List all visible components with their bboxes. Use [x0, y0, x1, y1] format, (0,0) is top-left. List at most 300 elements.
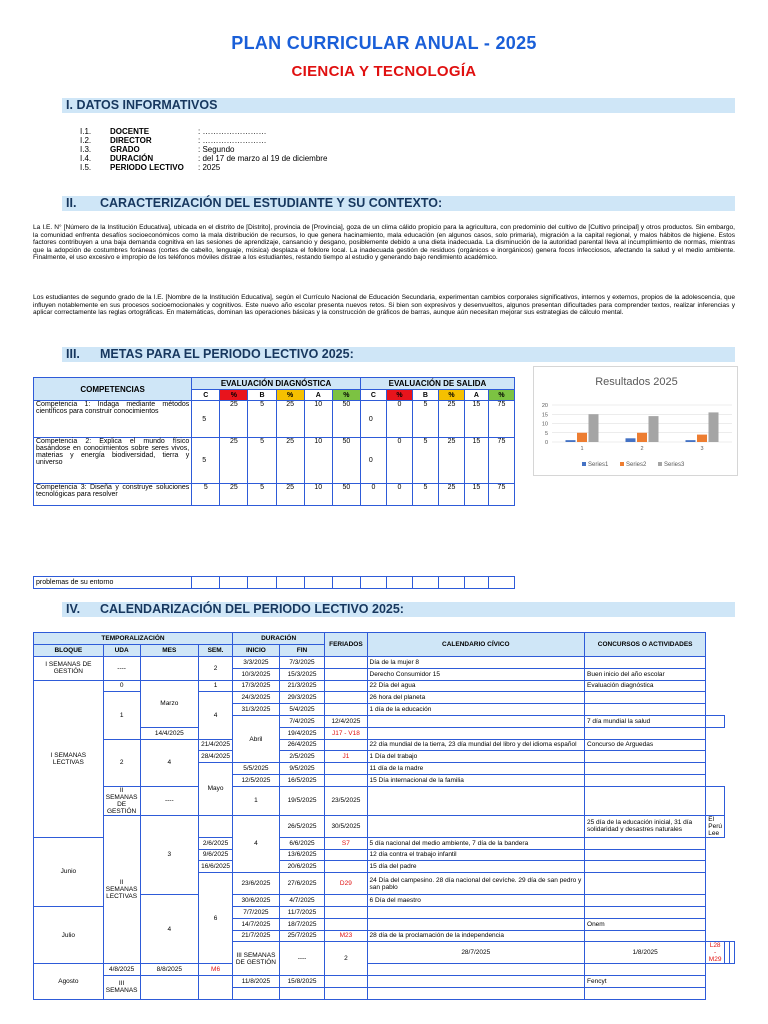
cell-civico — [367, 976, 584, 988]
cell-fin: 2/5/2025 — [279, 751, 324, 763]
context-paragraph-2: Los estudiantes de segundo grado de la I.E. [Nombre de la Institución Educativa], según el Currículo Nacional de Educación Secundaria, experimentan cambios corporales significativos, internos y externos, propios de la adolescencia, que influyen notablemente en sus procesos socioemocionales y cognitivos. Este nuevo año escolar presenta nuevos retos. Si bien son expresivos y desenvueltos, algunos presentan dificultades para comprender textos, realizar inferencias y aplicar correctamente las reglas ortográficas. En matemáticas, dominan las operaciones básicas y la construcción de gráficos de barras, aunque aún necesitan mejorar sus estrategias de cálculo mental. — [33, 294, 735, 317]
cell-inicio: 31/3/2025 — [233, 704, 280, 716]
legend-swatch — [620, 462, 624, 466]
cell-civico: 22 día mundial de la tierra, 23 día mundial del libro y del idioma español — [367, 739, 584, 751]
uda-cell: ---- — [103, 657, 140, 681]
cell-civico: 26 hora del planeta — [367, 692, 584, 704]
section-heading-calendarizacion — [62, 602, 735, 617]
cell: 10 — [304, 484, 332, 506]
cell-feriado — [325, 704, 367, 716]
cell: 0 — [360, 484, 386, 506]
table-row — [34, 484, 515, 506]
y-tick-label: 15 — [541, 412, 548, 419]
uda-cell: 2 — [103, 739, 140, 786]
x-tick-label: 1 — [580, 446, 584, 452]
section-label: METAS PARA EL PERIODO LECTIVO 2025: — [100, 347, 354, 361]
info-key: GRADO — [110, 145, 140, 154]
cell-civico: 5 día nacional del medio ambiente, 7 día de la bandera — [367, 837, 584, 849]
cell — [248, 577, 276, 589]
cell: 75 — [488, 484, 514, 506]
sub-pct-a: % — [488, 390, 514, 401]
cell-fin: 11/7/2025 — [279, 906, 324, 918]
sem-cell: 1 — [199, 680, 233, 692]
cell-concurso: El Perú Lee — [706, 815, 725, 837]
cell-concurso: Buen inicio del año escolar — [585, 668, 706, 680]
cell: 5 — [412, 484, 438, 506]
info-row-grado — [80, 145, 398, 154]
cell: 50 — [332, 438, 360, 484]
cell-civico — [367, 727, 584, 739]
cell: 0 — [386, 438, 412, 484]
sub-a: A — [304, 390, 332, 401]
cell-concurso — [585, 774, 706, 786]
info-key: DURACIÓN — [110, 154, 154, 163]
cell-civico: 24 Día del campesino. 28 día nacional del cevíche. 29 día de san pedro y san pablo — [367, 873, 584, 895]
cell-concurso: Concurso de Arguedas — [585, 739, 706, 751]
col-inicio: INICIO — [233, 645, 280, 657]
cell-feriado — [325, 987, 367, 999]
cell-inicio: 4/8/2025 — [103, 964, 140, 976]
cell-feriado — [367, 815, 584, 837]
cell-concurso — [585, 692, 706, 704]
chart-bar — [697, 435, 707, 442]
sub-pct-b: % — [438, 390, 464, 401]
cell — [386, 577, 412, 589]
cell-inicio: 16/6/2025 — [199, 861, 233, 873]
col-temporalizacion: TEMPORALIZACIÓN — [34, 633, 233, 645]
col-uda: UDA — [103, 645, 140, 657]
sub-c: C — [192, 390, 220, 401]
block-cell: I SEMANAS DE GESTIÓN — [34, 657, 104, 681]
context-paragraph-1: La I.E. N° [Número de la Institución Educativa], ubicada en el distrito de [Distrito], provincia de [Provincia], goza de un clima cálido propicio para la agricultura, con predominio del cultivo de [Cultivo principal] y otros productos. Sin embargo, la comunidad enfrenta desafíos socioeconómicos como la mala distribución de recursos, lo que genera hacinamiento, mala educación (en algunos casos, solo primaria), migración a la capital regional, y malos hábitos de higiene. Estos factores contribuyen a una baja demanda cognitiva en las sesiones de aprendizaje, cansancio y desgano, posiblemente debido a una dieta inadecuada. La disminución de la autoridad parental lleva al incumplimiento de normas, mientras que la adopción de costumbres foráneas (cortes de cabello, lenguaje, música) desplaza el folklore local. La inadecuada gestión de residuos (orgánicos e inorgánicos) genera focos infecciosos, afectando la salud y el medio ambiente. Finalmente, el uso excesivo e impropio de los teléfonos móviles distrae a los estudiantes, restando tiempo al estudio y generando bajo rendimiento académico. — [33, 224, 735, 262]
section-number: IV. — [66, 602, 81, 616]
cell-feriado — [325, 976, 367, 988]
cell: 15 — [464, 401, 488, 438]
cell-inicio: 14/4/2025 — [140, 727, 199, 739]
info-value: : …………………… — [198, 136, 267, 145]
cell-civico — [367, 964, 584, 976]
cell-fin: 25/7/2025 — [279, 930, 324, 942]
info-key: DIRECTOR — [110, 136, 152, 145]
cell-feriado — [367, 715, 584, 727]
cell-fin: 20/6/2025 — [279, 861, 324, 873]
cell-inicio: 7/4/2025 — [279, 715, 324, 727]
chart-bar — [577, 433, 587, 442]
legend-label: Series1 — [588, 462, 609, 468]
cell — [332, 577, 360, 589]
month-cell: Mayo — [199, 763, 233, 816]
cell-inicio: 26/5/2025 — [279, 815, 324, 837]
sem-cell: 2 — [199, 657, 233, 681]
cell-concurso — [585, 751, 706, 763]
info-row-director — [80, 136, 398, 145]
cell-inicio: 21/4/2025 — [199, 739, 233, 751]
cell — [360, 577, 386, 589]
section-label: CALENDARIZACIÓN DEL PERIODO LECTIVO 2025: — [100, 602, 404, 616]
cell-fin: 19/4/2025 — [279, 727, 324, 739]
y-tick-label: 5 — [544, 430, 548, 437]
y-tick-label: 10 — [541, 421, 548, 428]
col-concursos: CONCURSOS O ACTIVIDADES — [585, 633, 706, 657]
table-row — [34, 739, 735, 751]
metas-table — [33, 377, 515, 506]
info-row-duracion — [80, 154, 398, 163]
table-row — [34, 786, 735, 815]
cell-concurso — [585, 704, 706, 716]
cell-fin: 16/5/2025 — [279, 774, 324, 786]
info-row-docente — [80, 127, 398, 136]
cell-concurso — [585, 895, 706, 907]
cell: 15 — [464, 484, 488, 506]
chart-bar — [686, 440, 696, 442]
metas-table-continuation — [33, 576, 515, 589]
cell-concurso: Onem — [585, 918, 706, 930]
cell-civico: 28 día de la proclamación de la independencia — [367, 930, 584, 942]
block-cell: II SEMANAS LECTIVAS — [103, 815, 140, 964]
table-row — [34, 976, 735, 988]
cell: 5 — [192, 401, 220, 438]
section-number: II. — [66, 196, 77, 210]
section-number: III. — [66, 347, 80, 361]
cell: 25 — [220, 438, 248, 484]
sem-cell: 4 — [140, 739, 199, 786]
cell-feriado: J17 - V18 — [325, 727, 367, 739]
cell-civico: 12 día contra el trabajo infantil — [367, 849, 584, 861]
uda-cell: ---- — [140, 786, 199, 815]
chart-title: Resultados 2025 — [595, 376, 678, 388]
chart-bar — [709, 412, 719, 442]
competencia-1: Competencia 1: Indaga mediante métodos científicos para construir conocimientos — [34, 401, 192, 438]
cell: 25 — [438, 438, 464, 484]
cell-fin: 21/3/2025 — [279, 680, 324, 692]
cell — [192, 577, 220, 589]
cell-fin: 12/4/2025 — [325, 715, 367, 727]
cell-concurso — [730, 942, 735, 964]
cell: 5 — [248, 484, 276, 506]
cell-feriado: J1 — [325, 751, 367, 763]
cell-inicio: 5/5/2025 — [233, 763, 280, 775]
cell-fin: 1/8/2025 — [585, 942, 706, 964]
cell-concurso — [585, 837, 706, 849]
x-tick-label: 2 — [640, 446, 644, 452]
sub-a: A — [464, 390, 488, 401]
cell-civico — [367, 918, 584, 930]
cell-fin: 13/6/2025 — [279, 849, 324, 861]
cell-fin: 7/3/2025 — [279, 657, 324, 669]
cell-fin: 15/8/2025 — [279, 976, 324, 988]
cell: 50 — [332, 484, 360, 506]
sem-cell — [199, 976, 233, 1000]
uda-cell: 4 — [140, 895, 199, 964]
chart-bar — [649, 416, 659, 442]
info-key: DOCENTE — [110, 127, 150, 136]
uda-cell: ---- — [279, 942, 324, 976]
cell-inicio: 3/3/2025 — [233, 657, 280, 669]
col-eval-diagnostica: EVALUACIÓN DIAGNÓSTICA — [192, 378, 361, 390]
cell-feriado — [325, 680, 367, 692]
info-value: : del 17 de marzo al 19 de diciembre — [198, 154, 328, 163]
uda-cell: 3 — [140, 815, 199, 894]
month-cell: Junio — [34, 837, 104, 906]
cell: 5 — [412, 401, 438, 438]
cell: 5 — [248, 401, 276, 438]
cell: 5 — [192, 438, 220, 484]
sub-pct-a: % — [332, 390, 360, 401]
uda-cell: 0 — [103, 680, 140, 692]
cell — [464, 577, 488, 589]
section-label: DATOS INFORMATIVOS — [76, 98, 218, 112]
legend-swatch — [658, 462, 662, 466]
cell-feriado — [325, 763, 367, 775]
cell: 0 — [360, 401, 386, 438]
cell: 25 — [220, 401, 248, 438]
table-row — [34, 657, 735, 669]
cell-fin: 8/8/2025 — [140, 964, 199, 976]
col-feriados: FERIADOS — [325, 633, 367, 657]
chart-bar — [637, 433, 647, 442]
cell-feriado — [325, 739, 367, 751]
section-number: I. — [66, 98, 73, 112]
cell-civico: 15 Día internacional de la familia — [367, 774, 584, 786]
cell-fin: 5/4/2025 — [279, 704, 324, 716]
cell: 10 — [304, 401, 332, 438]
cell-feriado — [325, 774, 367, 786]
cell-inicio: 12/5/2025 — [233, 774, 280, 786]
cell-feriado — [367, 786, 584, 815]
cell: 25 — [438, 401, 464, 438]
section-heading-datos — [62, 98, 735, 113]
legend-swatch — [582, 462, 586, 466]
cell-fin: 6/6/2025 — [279, 837, 324, 849]
cell-fin: 27/6/2025 — [279, 873, 324, 895]
uda-cell: 1 — [103, 692, 140, 739]
cell-fin: 23/5/2025 — [325, 786, 367, 815]
cell-inicio: 19/5/2025 — [279, 786, 324, 815]
cell — [488, 577, 514, 589]
sub-pct-b: % — [276, 390, 304, 401]
month-cell — [140, 657, 199, 681]
cell-concurso — [706, 786, 725, 815]
sem-cell: 1 — [233, 786, 280, 815]
cell: 5 — [412, 438, 438, 484]
cell-inicio: 28/4/2025 — [199, 751, 233, 763]
cell-inicio: 21/7/2025 — [233, 930, 280, 942]
cell-feriado — [325, 861, 367, 873]
cell-concurso — [585, 906, 706, 918]
block-cell: II SEMANAS DE GESTIÓN — [103, 786, 140, 815]
table-row — [34, 964, 735, 976]
cell-fin: 30/5/2025 — [325, 815, 367, 837]
cell-concurso: Evaluación diagnóstica — [585, 680, 706, 692]
cell: 0 — [386, 401, 412, 438]
chart-bar — [589, 414, 599, 442]
sem-cell: 6 — [199, 873, 233, 964]
cell-concurso — [706, 715, 725, 727]
block-cell: III SEMANAS — [103, 976, 140, 1000]
sub-b: B — [412, 390, 438, 401]
cell-civico: Día de la mujer 8 — [367, 657, 584, 669]
cell-concurso — [585, 763, 706, 775]
section-heading-metas — [62, 347, 735, 362]
cell-feriado — [325, 849, 367, 861]
col-eval-salida: EVALUACIÓN DE SALIDA — [360, 378, 514, 390]
cell-civico: 11 día de la madre — [367, 763, 584, 775]
cell-concurso: Fencyt — [585, 976, 706, 988]
sem-cell: 2 — [325, 942, 367, 976]
cell: 75 — [488, 401, 514, 438]
info-value: : …………………… — [198, 127, 267, 136]
info-num: I.2. — [80, 136, 92, 145]
cell-concurso — [585, 964, 706, 976]
cell-feriado — [325, 668, 367, 680]
cell-fin — [279, 987, 324, 999]
cell: 5 — [248, 438, 276, 484]
section-heading-caracterizacion — [62, 196, 735, 211]
info-key: PERIODO LECTIVO — [110, 163, 184, 172]
cell-civico: 22 Día del agua — [367, 680, 584, 692]
col-sem: SEM. — [199, 645, 233, 657]
cell: 25 — [438, 484, 464, 506]
cell-inicio: 17/3/2025 — [233, 680, 280, 692]
x-tick-label: 3 — [700, 446, 704, 452]
table-row — [34, 680, 735, 692]
col-duracion: DURACIÓN — [233, 633, 325, 645]
cell-concurso — [585, 873, 706, 895]
legend-label: Series3 — [664, 462, 685, 468]
cell-concurso — [585, 727, 706, 739]
block-cell: III SEMANAS DE GESTIÓN — [233, 942, 280, 976]
competencia-2: Competencia 2: Explica el mundo físico basándose en conocimientos sobre seres vivos, materias y energía biodiversidad, tierra y universo — [34, 438, 192, 484]
col-competencias: COMPETENCIAS — [34, 378, 192, 401]
info-value: : 2025 — [198, 163, 221, 172]
cell-civico: 7 día mundial la salud — [585, 715, 706, 727]
table-row — [34, 438, 515, 484]
cell: 15 — [464, 438, 488, 484]
cell-feriado — [325, 918, 367, 930]
info-num: I.4. — [80, 154, 92, 163]
cell-concurso — [585, 987, 706, 999]
sub-c: C — [360, 390, 386, 401]
info-num: I.1. — [80, 127, 92, 136]
cell-fin: 4/7/2025 — [279, 895, 324, 907]
cell-inicio: 7/7/2025 — [233, 906, 280, 918]
table-row — [34, 692, 735, 704]
cell — [276, 577, 304, 589]
cell: 50 — [332, 401, 360, 438]
cell-inicio: 24/3/2025 — [233, 692, 280, 704]
document-subtitle: CIENCIA Y TECNOLOGÍA — [291, 63, 477, 80]
cell-civico: 1 día de la educación — [367, 704, 584, 716]
info-num: I.5. — [80, 163, 92, 172]
cell: 25 — [276, 438, 304, 484]
sub-b: B — [248, 390, 276, 401]
cell-civico: 25 día de la educación inicial, 31 día solidaridad y desastres naturales — [585, 815, 706, 837]
results-chart — [533, 366, 738, 476]
competencia-3-tail: problemas de su entorno — [34, 577, 192, 589]
cell: 75 — [488, 438, 514, 484]
cell: 25 — [276, 401, 304, 438]
cell-civico — [367, 906, 584, 918]
cell-concurso — [585, 930, 706, 942]
y-tick-label: 20 — [541, 403, 548, 409]
cell-inicio — [233, 987, 280, 999]
info-list — [80, 127, 398, 172]
competencia-3: Competencia 3: Diseña y construye soluciones tecnológicas para resolver — [34, 484, 192, 506]
cell-inicio: 10/3/2025 — [233, 668, 280, 680]
block-cell: I SEMANAS LECTIVAS — [34, 680, 104, 837]
cell-concurso — [585, 861, 706, 873]
cell-inicio: 23/6/2025 — [233, 873, 280, 895]
month-cell — [199, 815, 233, 837]
cell-civico: Derecho Consumidor 15 — [367, 668, 584, 680]
month-cell: Abril — [233, 715, 280, 762]
cell-civico — [367, 987, 584, 999]
cell-feriado: M6 — [199, 964, 233, 976]
cell-concurso — [585, 657, 706, 669]
col-calendario-civico: CALENDARIO CÍVICO — [367, 633, 584, 657]
sem-cell: 4 — [233, 815, 280, 872]
cell-inicio: 11/8/2025 — [233, 976, 280, 988]
uda-cell — [140, 976, 199, 1000]
cell-feriado: S7 — [325, 837, 367, 849]
cell-fin: 9/5/2025 — [279, 763, 324, 775]
cell-concurso — [585, 849, 706, 861]
sub-pct-c: % — [220, 390, 248, 401]
cell: 0 — [386, 484, 412, 506]
y-tick-label: 0 — [544, 440, 548, 446]
chart-bar — [626, 438, 636, 442]
cell-feriado — [325, 692, 367, 704]
cell-civico: 1 Día del trabajo — [367, 751, 584, 763]
cell-feriado: L28 - M29 — [706, 942, 725, 964]
sem-cell: 4 — [199, 692, 233, 739]
cell-inicio: 2/6/2025 — [199, 837, 233, 849]
month-cell: Agosto — [34, 964, 104, 999]
cell-feriado — [325, 906, 367, 918]
cell-inicio: 9/6/2025 — [199, 849, 233, 861]
cell: 25 — [220, 484, 248, 506]
cell: 5 — [192, 484, 220, 506]
chart-bar — [566, 440, 576, 442]
cell: 0 — [360, 438, 386, 484]
table-row — [34, 815, 735, 837]
cell — [304, 577, 332, 589]
cell-feriado — [325, 657, 367, 669]
month-cell: Marzo — [140, 680, 199, 727]
cell-fin: 26/4/2025 — [279, 739, 324, 751]
cell-civico: 6 Día del maestro — [367, 895, 584, 907]
cell-civico — [585, 786, 706, 815]
cell-inicio: 30/6/2025 — [233, 895, 280, 907]
info-num: I.3. — [80, 145, 92, 154]
cell-feriado: D29 — [325, 873, 367, 895]
month-cell: Julio — [34, 906, 104, 963]
info-row-periodo — [80, 163, 398, 172]
col-bloque: BLOQUE — [34, 645, 104, 657]
cell-fin: 29/3/2025 — [279, 692, 324, 704]
cell-fin: 15/3/2025 — [279, 668, 324, 680]
legend-label: Series2 — [626, 462, 647, 468]
section-label: CARACTERIZACIÓN DEL ESTUDIANTE Y SU CONTEXTO: — [100, 196, 443, 210]
cell-inicio: 28/7/2025 — [367, 942, 584, 964]
cell — [438, 577, 464, 589]
cell: 10 — [304, 438, 332, 484]
cell-civico: 15 día del padre — [367, 861, 584, 873]
cell-fin: 18/7/2025 — [279, 918, 324, 930]
cell-inicio: 14/7/2025 — [233, 918, 280, 930]
document-title: PLAN CURRICULAR ANUAL - 2025 — [231, 33, 537, 53]
table-row — [34, 401, 515, 438]
